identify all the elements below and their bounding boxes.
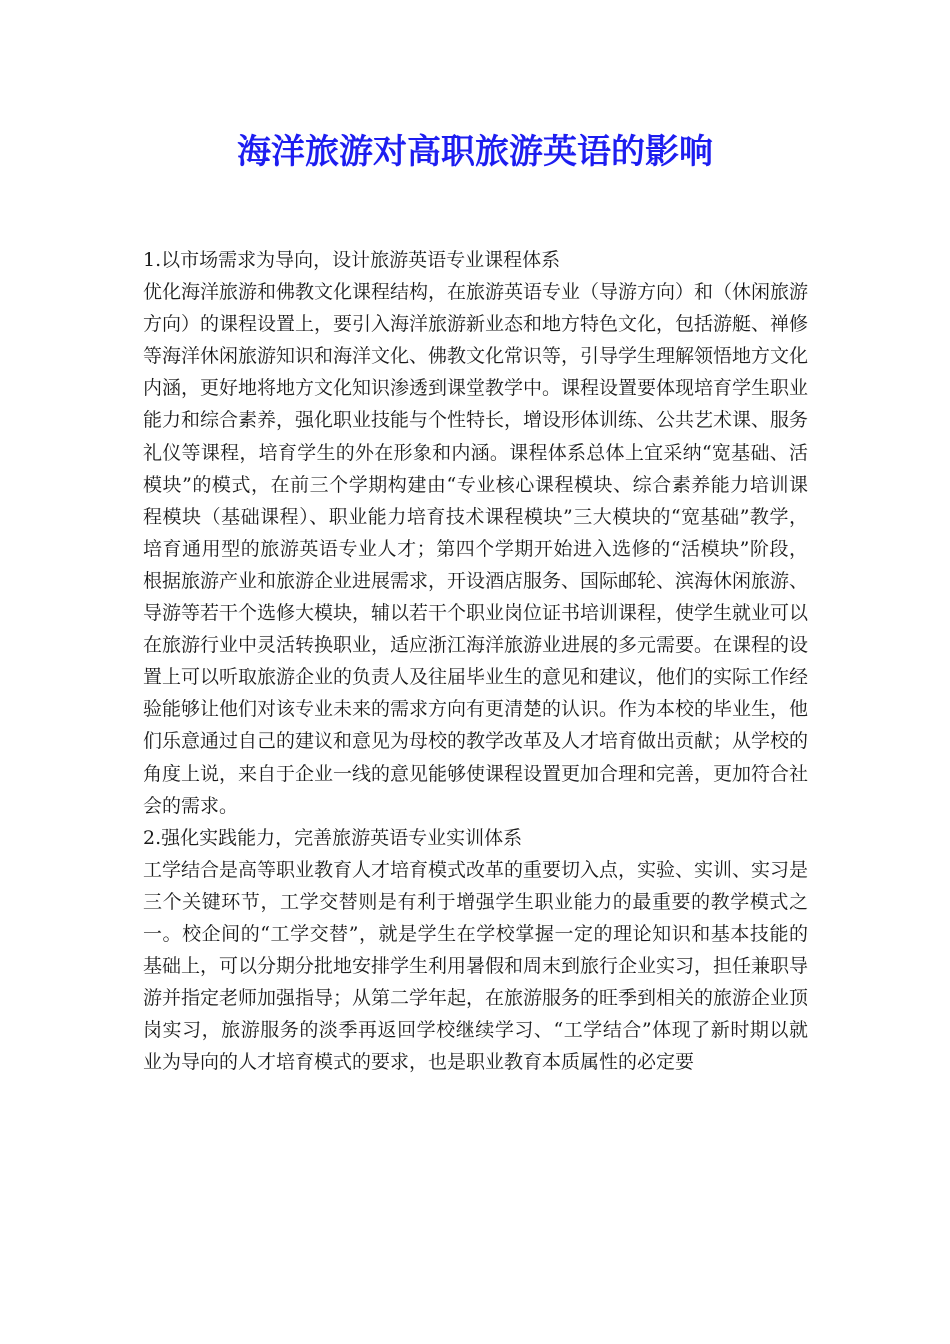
section-heading: 1.以市场需求为导向，设计旅游英语专业课程体系 [143,249,561,271]
section-paragraph: 优化海洋旅游和佛教文化课程结构，在旅游英语专业（导游方向）和（休闲旅游方向）的课程设置上，要引入海洋旅游新业态和地方特色文化，包括游艇、禅修等海洋休闲旅游知识和海洋文化、佛教文化常识等，引导学生理解领悟地方文化内涵，更好地将地方文化知识渗透到课堂教学中。课程设置要体现培育学生职业能力和综合素养，强化职业技能与个性特长，增设形体训练、公共艺术课、服务礼仪等课程，培育学生的外在形象和内涵。课程体系总体上宜采纳“宽基础、活模块”的模式，在前三个学期构建由“专业核心课程模块、综合素养能力培训课程模块（基础课程）、职业能力培育技术课程模块”三大模块的“宽基础”教学，培育通用型的旅游英语专业人才；第四个学期开始进入选修的“活模块”阶段，根据旅游产业和旅游企业进展需求，开设酒店服务、国际邮轮、滨海休闲旅游、导游等若干个选修大模块，辅以若干个职业岗位证书培训课程，使学生就业可以在旅游行业中灵活转换职业，适应浙江海洋旅游业进展的多元需要。在课程的设置上可以听取旅游企业的负责人及往届毕业生的意见和建议，他们的实际工作经验能够让他们对该专业未来的需求方向有更清楚的认识。作为本校的毕业生，他们乐意通过自己的建议和意见为母校的教学改革及人才培育做出贡献；从学校的角度上说，来自于企业一线的意见能够使课程设置更加合理和完善，更加符合社会的需求。 [143,281,809,817]
document-title: 海洋旅游对高职旅游英语的影响 [237,132,713,172]
document-body [143,244,808,1078]
section-heading: 2.强化实践能力，完善旅游英语专业实训体系 [143,826,523,849]
section-paragraph: 工学结合是高等职业教育人才培育模式改革的重要切入点，实验、实训、实习是三个关键环节，工学交替则是有利于增强学生职业能力的最重要的教学模式之一。校企间的“工学交替”，就是学生在学校掌握一定的理论知识和基本技能的基础上，可以分期分批地安排学生利用暑假和周末到旅行企业实习，担任兼职导游并指定老师加强指导；从第二学年起，在旅游服务的旺季到相关的旅游企业顶岗实习，旅游服务的淡季再返回学校继续学习、“工学结合”体现了新时期以就业为导向的人才培育模式的要求，也是职业教育本质属性的必定要 [143,858,809,1074]
